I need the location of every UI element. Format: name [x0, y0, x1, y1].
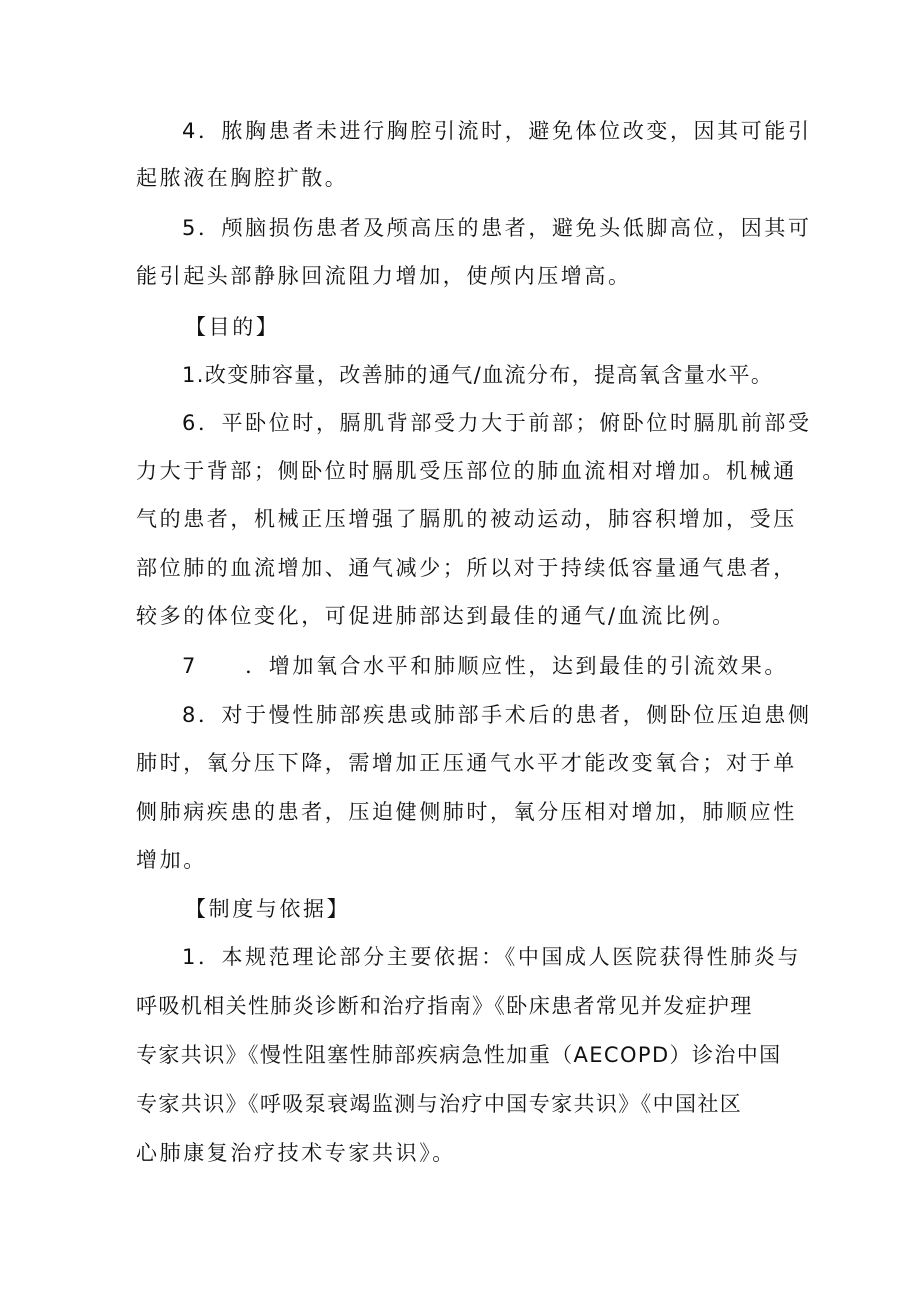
section-heading-purpose: 【目的】 [185, 315, 280, 339]
text-line-11: 较多的体位变化，可促进肺部达到最佳的通气/血流比例。 [136, 604, 736, 628]
text-line-1: 4．脓胸患者未进行胸腔引流时，避免体位改变，因其可能引 [182, 119, 812, 143]
text-line-10: 部位肺的血流增加、通气减少；所以对于持续低容量通气患者， [136, 556, 797, 580]
text-line-15: 侧肺病疾患的患者，压迫健侧肺时，氧分压相对增加，肺顺应性 [136, 800, 797, 824]
text-line-7: 6．平卧位时，膈肌背部受力大于前部；俯卧位时膈肌前部受 [182, 411, 812, 435]
text-line-13: 8．对于慢性肺部疾患或肺部手术后的患者，侧卧位压迫患侧 [182, 703, 812, 727]
text-line-22: 心肺康复治疗技术专家共识》。 [136, 1141, 456, 1165]
text-line-12: 7 ．增加氧合水平和肺顺应性，达到最佳的引流效果。 [182, 654, 788, 678]
section-heading-basis: 【制度与依据】 [185, 897, 351, 921]
text-line-14: 肺时，氧分压下降，需增加正压通气水平才能改变氧合；对于单 [136, 751, 797, 775]
text-line-19: 呼吸机相关性肺炎诊断和治疗指南》《卧床患者常见并发症护理 [136, 994, 753, 1018]
text-line-18: 1．本规范理论部分主要依据：《中国成人医院获得性肺炎与 [182, 945, 802, 969]
text-line-4: 能引起头部静脉回流阻力增加，使颅内压增高。 [136, 264, 632, 288]
text-line-2: 起脓液在胸腔扩散。 [136, 166, 349, 190]
text-line-21: 专家共识》《呼吸泵衰竭监测与治疗中国专家共识》《中国社区 [136, 1092, 743, 1116]
text-line-16: 增加。 [136, 848, 207, 872]
text-line-9: 气的患者，机械正压增强了膈肌的被动运动，肺容积增加，受压 [136, 507, 797, 531]
text-line-8: 力大于背部；侧卧位时膈肌受压部位的肺血流相对增加。机械通 [136, 459, 797, 483]
text-line-20: 专家共识》《慢性阻塞性肺部疾病急性加重（AECOPD）诊治中国 [136, 1043, 782, 1067]
text-line-6: 1.改变肺容量，改善肺的通气/血流分布，提高氧含量水平。 [182, 363, 774, 387]
text-line-3: 5．颅脑损伤患者及颅高压的患者，避免头低脚高位，因其可 [182, 216, 812, 240]
